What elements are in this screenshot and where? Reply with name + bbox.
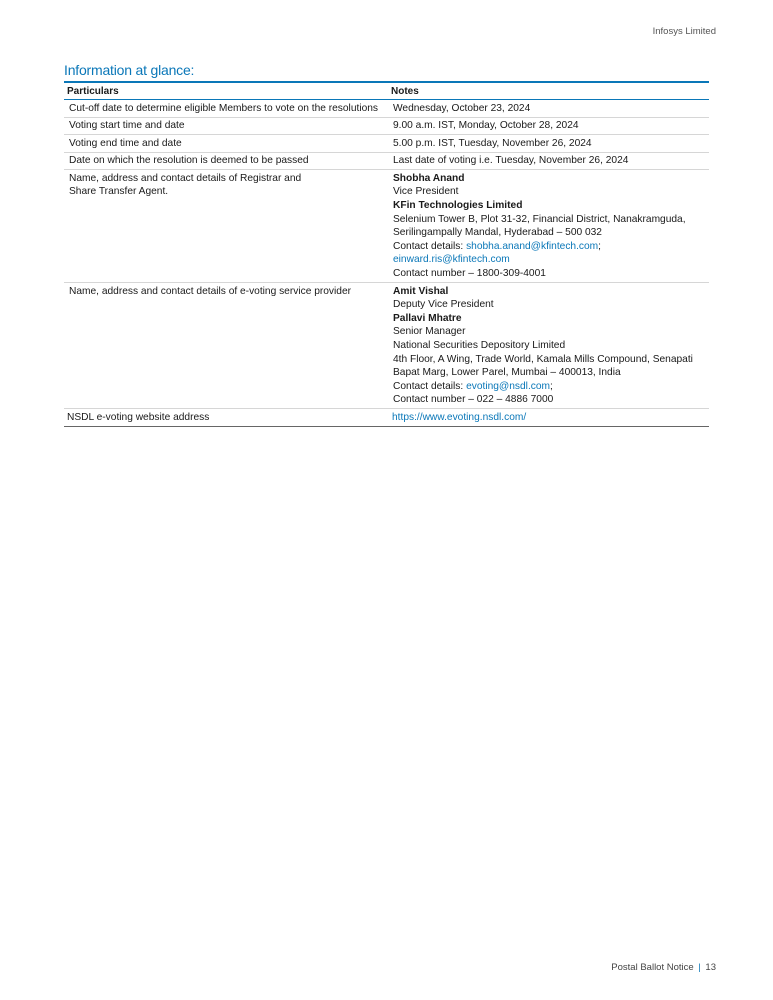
evoting-address-line2: Bapat Marg, Lower Parel, Mumbai – 400013, India — [393, 367, 621, 379]
evoting-contact-name-1: Amit Vishal — [393, 285, 449, 297]
registrar-phone: Contact number – 1800-309-4001 — [393, 268, 546, 280]
table-row-registrar — [64, 170, 709, 283]
table-row-evoting-provider — [64, 283, 709, 409]
table-row-deemed-passed — [64, 153, 709, 171]
table-row-voting-start — [64, 118, 709, 136]
deemed-passed-value: Last date of voting i.e. Tuesday, November 26, 2024 — [393, 155, 629, 167]
table-row-cutoff — [64, 100, 709, 118]
voting-start-label: Voting start time and date — [69, 120, 185, 132]
evoting-email-separator: ; — [550, 380, 553, 392]
footer-doc-name: Postal Ballot Notice — [611, 962, 694, 973]
registrar-email-link-2[interactable]: einward.ris@kfintech.com — [393, 254, 510, 266]
header-notes: Notes — [391, 86, 419, 97]
evoting-email-link[interactable]: evoting@nsdl.com — [466, 380, 551, 392]
evoting-company: National Securities Depository Limited — [393, 340, 566, 351]
voting-end-value: 5.00 p.m. IST, Tuesday, November 26, 2024 — [393, 137, 592, 149]
table-row-voting-end — [64, 135, 709, 153]
page-footer — [611, 962, 716, 973]
registrar-contact-details — [393, 240, 709, 254]
info-table — [64, 81, 709, 427]
footer-separator: | — [698, 962, 701, 973]
evoting-contact-prefix: Contact details: — [393, 380, 467, 392]
evoting-designation-1: Deputy Vice President — [393, 299, 494, 311]
registrar-email-link-1[interactable]: shobha.anand@kfintech.com — [466, 240, 599, 252]
voting-end-label: Voting end time and date — [69, 137, 182, 149]
registrar-email-separator: ; — [598, 240, 602, 252]
evoting-contact-details — [393, 380, 709, 394]
cutoff-value: Wednesday, October 23, 2024 — [393, 102, 531, 114]
cutoff-label: Cut-off date to determine eligible Members to vote on the resolutions — [69, 102, 379, 114]
evoting-contact-name-2: Pallavi Mhatre — [393, 312, 462, 324]
evoting-phone: Contact number – 022 – 4886 7000 — [393, 394, 554, 406]
evoting-provider-label: Name, address and contact details of e-voting service provider — [69, 285, 351, 297]
registrar-address-line2: Serilingampally Mandal, Hyderabad – 500 032 — [393, 227, 602, 239]
footer-page-number: 13 — [705, 962, 716, 973]
evoting-provider-details — [392, 285, 709, 407]
header-particulars: Particulars — [67, 86, 119, 97]
company-name: Infosys Limited — [652, 26, 716, 37]
evoting-address-line1: 4th Floor, A Wing, Trade World, Kamala Mills Compound, Senapati — [393, 353, 693, 365]
table-row-website — [64, 409, 709, 427]
registrar-label — [64, 172, 392, 281]
website-link[interactable]: https://www.evoting.nsdl.com/ — [392, 411, 527, 423]
table-header-row — [64, 83, 709, 100]
website-label: NSDL e-voting website address — [67, 411, 210, 423]
voting-start-value: 9.00 a.m. IST, Monday, October 28, 2024 — [393, 120, 579, 132]
deemed-passed-label: Date on which the resolution is deemed to be passed — [69, 155, 309, 167]
registrar-label-line1: Name, address and contact details of Registrar and — [69, 172, 302, 184]
registrar-designation: Vice President — [393, 186, 459, 198]
registrar-company: KFin Technologies Limited — [393, 200, 523, 212]
registrar-address-line1: Selenium Tower B, Plot 31-32, Financial District, Nanakramguda, — [393, 213, 686, 225]
registrar-contact-prefix: Contact details: — [393, 240, 467, 252]
registrar-contact-name: Shobha Anand — [393, 172, 465, 184]
registrar-details — [392, 172, 709, 281]
registrar-label-line2: Share Transfer Agent. — [69, 186, 169, 198]
section-title: Information at glance: — [64, 62, 195, 78]
evoting-designation-2: Senior Manager — [393, 326, 466, 338]
